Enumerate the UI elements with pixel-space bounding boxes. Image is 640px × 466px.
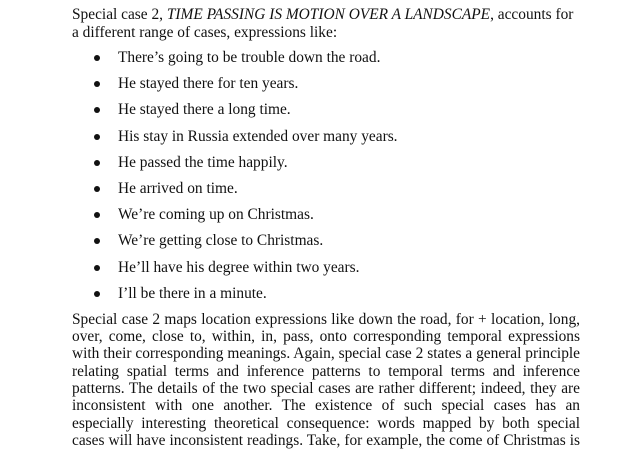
paragraph-line: with their corresponding meanings. Again, special case 2 states a general principle bbox=[72, 345, 580, 363]
paragraph-line: over, come, close to, within, in, pass, onto corresponding temporal expressions bbox=[72, 328, 580, 346]
paragraph-line: inconsistent with one another. The existence of such special cases has an bbox=[72, 397, 580, 415]
bullet-icon bbox=[94, 134, 100, 140]
bullet-icon bbox=[94, 55, 100, 61]
document-page bbox=[72, 6, 580, 449]
list-item bbox=[72, 206, 580, 232]
list-item bbox=[72, 101, 580, 127]
paragraph-line: cases will have inconsistent readings. Take, for example, the come of Christmas is bbox=[72, 431, 580, 449]
example-text: He stayed there for ten years. bbox=[118, 75, 299, 93]
example-text: He passed the time happily. bbox=[118, 153, 288, 171]
example-text: We’re getting close to Christmas. bbox=[118, 232, 324, 250]
list-item bbox=[72, 128, 580, 154]
example-list bbox=[72, 49, 580, 311]
list-item bbox=[72, 285, 580, 311]
example-text: He arrived on time. bbox=[118, 179, 238, 197]
list-item bbox=[72, 259, 580, 285]
bullet-icon bbox=[94, 107, 100, 113]
list-item bbox=[72, 75, 580, 101]
paragraph-line: patterns. The details of the two special cases are rather different; indeed, they are bbox=[72, 380, 580, 398]
paragraph-line: relating spatial terms and inference patterns to temporal terms and inference bbox=[72, 362, 580, 380]
list-item bbox=[72, 154, 580, 180]
intro-suffix: , accounts for bbox=[490, 6, 574, 23]
bullet-icon bbox=[94, 212, 100, 218]
example-text: I’ll be there in a minute. bbox=[118, 284, 267, 302]
bullet-icon bbox=[94, 186, 100, 192]
bullet-icon bbox=[94, 160, 100, 166]
intro-paragraph bbox=[72, 6, 580, 41]
example-text: He’ll have his degree within two years. bbox=[118, 258, 360, 276]
metaphor-title: TIME PASSING IS MOTION OVER A LANDSCAPE bbox=[166, 6, 491, 23]
example-text: He stayed there a long time. bbox=[118, 101, 291, 119]
bullet-icon bbox=[94, 81, 100, 87]
body-paragraph bbox=[72, 311, 580, 449]
bullet-icon bbox=[94, 238, 100, 244]
list-item bbox=[72, 180, 580, 206]
list-item bbox=[72, 232, 580, 258]
intro-line-2: a different range of cases, expressions like: bbox=[72, 23, 338, 41]
bullet-icon bbox=[94, 291, 100, 297]
example-text: We’re coming up on Christmas. bbox=[118, 206, 314, 224]
bullet-icon bbox=[94, 265, 100, 271]
example-text: There’s going to be trouble down the road. bbox=[118, 49, 381, 66]
paragraph-line: especially interesting theoretical consequence: words mapped by both special bbox=[72, 414, 580, 432]
list-item bbox=[72, 49, 580, 75]
intro-prefix: Special case 2, bbox=[72, 6, 167, 23]
paragraph-line: Special case 2 maps location expressions like down the road, for + location, long, bbox=[72, 310, 580, 328]
example-text: His stay in Russia extended over many years. bbox=[118, 127, 398, 145]
